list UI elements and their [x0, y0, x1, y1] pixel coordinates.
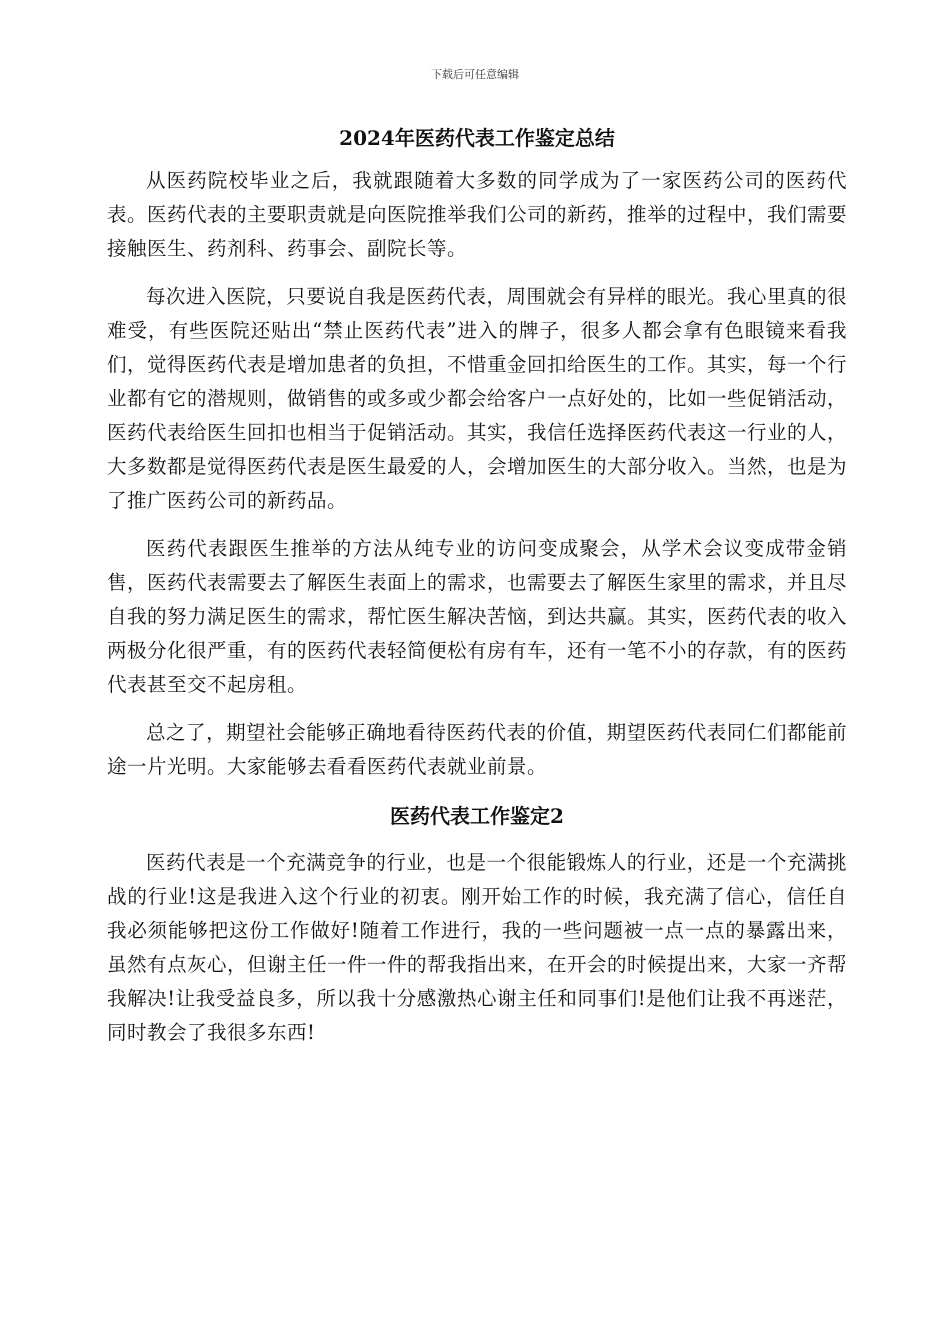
paragraph: 总之了，期望社会能够正确地看待医药代表的价值，期望医药代表同仁们都能前途一片光明。大家能够去看看医药代表就业前景。	[107, 721, 847, 778]
paragraph: 每次进入医院，只要说自我是医药代表，周围就会有异样的眼光。我心里真的很难受，有些医院还贴出“禁止医药代表”进入的牌子，很多人都会拿有色眼镜来看我们，觉得医药代表是增加患者的负担，不惜重金回扣给医生的工作。其实，每一个行业都有它的潜规则，做销售的或多或少都会给客户一点好处的，比如一些促销活动，医药代表给医生回扣也相当于促销活动。其实，我信任选择医药代表这一行业的人，大多数都是觉得医药代表是医生最爱的人，会增加医生的大部分收入。当然，也是为了推广医药公司的新药品。	[107, 285, 848, 512]
paragraph: 从医药院校毕业之后，我就跟随着大多数的同学成为了一家医药公司的医药代表。医药代表的主要职责就是向医院推举我们公司的新药，推举的过程中，我们需要接触医生、药剂科、药事会、副院长等。	[107, 169, 848, 260]
paragraph: 医药代表跟医生推举的方法从纯专业的访问变成聚会，从学术会议变成带金销售，医药代表需要去了解医生表面上的需求，也需要去了解医生家里的需求，并且尽自我的努力满足医生的需求，帮忙医生解决苦恼，到达共赢。其实，医药代表的收入两极分化很严重，有的医药代表轻简便松有房有车，还有一笔不小的存款，有的医药代表甚至交不起房租。	[107, 537, 848, 696]
document-title: 2024年医药代表工作鉴定总结	[339, 126, 615, 150]
section-subtitle: 医药代表工作鉴定2	[390, 804, 564, 828]
document-content	[107, 118, 847, 1064]
header-note: 下载后可任意编辑	[431, 68, 519, 81]
paragraph: 医药代表是一个充满竞争的行业，也是一个很能锻炼人的行业，还是一个充满挑战的行业!这是我进入这个行业的初衷。刚开始工作的时候，我充满了信心，信任自我必须能够把这份工作做好!随着工作进行，我的一些问题被一点一点的暴露出来，虽然有点灰心，但谢主任一件一件的帮我指出来，在开会的时候提出来，大家一齐帮我解决!让我受益良多，所以我十分感激热心谢主任和同事们!是他们让我不再迷茫，同时教会了我很多东西!	[107, 851, 848, 1044]
